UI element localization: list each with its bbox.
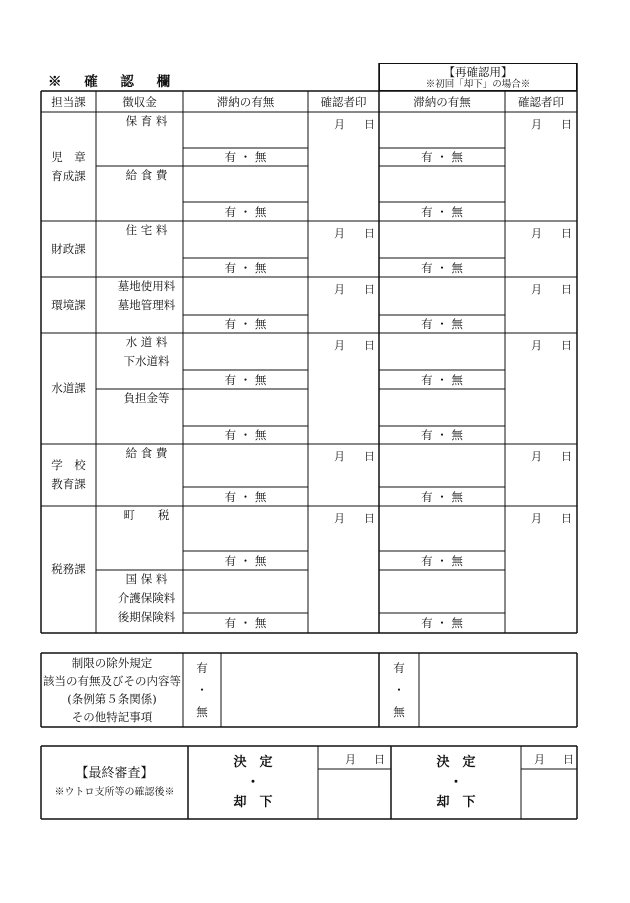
arrears-detail-field[interactable]	[183, 221, 308, 258]
recheck-title: 【再確認用】	[443, 65, 513, 79]
month-label: 月	[531, 512, 542, 525]
column-header-status2: 滞納の有無	[413, 94, 471, 109]
arrears-yes-no[interactable]: 有 ・ 無	[224, 372, 267, 387]
fee-name	[96, 277, 183, 333]
day-label: 日	[364, 512, 375, 525]
final-review-label	[41, 746, 188, 819]
fee-name	[96, 221, 183, 277]
fee-name-line: 給 食 費	[125, 168, 168, 182]
recheck-arrears-detail-field[interactable]	[379, 570, 505, 613]
recheck-arrears-yes-no[interactable]: 有 ・ 無	[421, 204, 463, 219]
department-name-line: 学 校	[51, 458, 86, 472]
reconfirmer-seal-field[interactable]	[505, 462, 577, 506]
department-name	[41, 444, 96, 506]
arrears-yes-no[interactable]: 有 ・ 無	[224, 204, 267, 219]
recheck-arrears-yes-no[interactable]: 有 ・ 無	[421, 372, 463, 387]
fee-name	[96, 570, 183, 633]
final-review-label-line: 【最終審査】	[75, 765, 154, 781]
reconfirmer-seal-field[interactable]	[505, 351, 577, 444]
fee-name-line: 水 道 料	[125, 335, 168, 349]
day-label: 日	[563, 753, 574, 766]
fee-name	[96, 112, 183, 166]
month-label: 月	[531, 227, 542, 240]
department-name-line: 育成課	[51, 168, 86, 183]
column-header-seal1: 確認者印	[320, 94, 367, 109]
month-label: 月	[334, 512, 345, 525]
recheck-exemption-choice-line: 無	[393, 705, 405, 719]
day-label: 日	[364, 227, 375, 240]
department-name	[41, 506, 96, 633]
recheck-arrears-detail-field[interactable]	[379, 444, 505, 487]
exemption-detail-field[interactable]	[221, 653, 379, 727]
fee-name-line: 国 保 料	[125, 572, 168, 586]
fee-name	[96, 506, 183, 570]
fee-name	[96, 389, 183, 444]
month-label: 月	[345, 753, 356, 766]
exemption-choice-line: ・	[196, 683, 208, 697]
final-decision[interactable]	[188, 746, 318, 819]
final-decision-line: 却 下	[233, 794, 273, 810]
department-name-line: 教育課	[51, 477, 86, 491]
day-label: 日	[364, 118, 375, 131]
recheck-arrears-yes-no[interactable]: 有 ・ 無	[421, 428, 463, 442]
arrears-detail-field[interactable]	[183, 333, 308, 370]
recheck-exemption-detail-field[interactable]	[419, 653, 577, 727]
fee-name-line: 町 税	[123, 508, 170, 522]
arrears-detail-field[interactable]	[183, 277, 308, 315]
fee-name-line: 住 宅 料	[125, 223, 168, 237]
arrears-detail-field[interactable]	[183, 570, 308, 613]
month-label: 月	[531, 450, 542, 463]
arrears-detail-field[interactable]	[183, 389, 308, 426]
day-label: 日	[374, 753, 385, 766]
fee-name	[96, 166, 183, 221]
day-label: 日	[561, 118, 572, 131]
recheck-note: ※初回「却下」の場合※	[425, 79, 531, 90]
department-name-line: 水道課	[51, 381, 86, 395]
recheck-arrears-detail-field[interactable]	[379, 389, 505, 426]
month-label: 月	[531, 118, 542, 131]
recheck-arrears-detail-field[interactable]	[379, 221, 505, 258]
reconfirmer-seal-field[interactable]	[505, 295, 577, 333]
month-label: 月	[534, 753, 545, 766]
recheck-arrears-yes-no[interactable]: 有 ・ 無	[421, 150, 463, 164]
department-name-line: 環境課	[51, 297, 86, 312]
reconfirmer-seal-field[interactable]	[505, 524, 577, 633]
recheck-arrears-yes-no[interactable]: 有 ・ 無	[421, 317, 463, 331]
arrears-detail-field[interactable]	[183, 166, 308, 202]
recheck-arrears-yes-no[interactable]: 有 ・ 無	[421, 489, 463, 504]
day-label: 日	[364, 283, 375, 296]
column-header-fee: 徴収金	[122, 94, 157, 109]
arrears-detail-field[interactable]	[183, 506, 308, 551]
exemption-choice-line: 無	[196, 705, 208, 719]
recheck-final-seal-field[interactable]	[521, 769, 577, 819]
department-name	[41, 221, 96, 277]
arrears-yes-no[interactable]: 有 ・ 無	[224, 616, 267, 630]
confirmer-seal-field[interactable]	[308, 462, 379, 506]
exemption-label	[41, 653, 183, 727]
fee-name-line: 後期保険料	[117, 610, 176, 624]
recheck-arrears-yes-no[interactable]: 有 ・ 無	[421, 616, 463, 630]
fee-name	[96, 333, 183, 389]
confirmer-seal-field[interactable]	[308, 524, 379, 633]
recheck-arrears-detail-field[interactable]	[379, 277, 505, 315]
recheck-final-decision-line: ・	[449, 774, 463, 790]
final-decision-line: 決 定	[233, 754, 273, 770]
page-title: ※ 確 認 欄	[48, 74, 180, 90]
recheck-final-decision[interactable]	[391, 746, 521, 819]
department-name-line: 児 章	[51, 149, 86, 164]
fee-name-line: 介護保険料	[117, 591, 176, 605]
day-label: 日	[561, 227, 572, 240]
final-decision-line: ・	[246, 774, 260, 790]
month-label: 月	[334, 118, 345, 131]
confirmer-seal-field[interactable]	[308, 239, 379, 277]
final-review-label-line: ※ウトロ支所等の確認後※	[54, 786, 175, 798]
month-label: 月	[531, 283, 542, 296]
recheck-arrears-yes-no[interactable]: 有 ・ 無	[421, 260, 463, 275]
recheck-exemption-choice[interactable]	[379, 653, 419, 727]
department-name-line: 税務課	[51, 562, 86, 576]
recheck-arrears-detail-field[interactable]	[379, 506, 505, 551]
month-label: 月	[334, 227, 345, 240]
reconfirmer-seal-field[interactable]	[505, 130, 577, 221]
department-name	[41, 112, 96, 221]
confirmer-seal-field[interactable]	[308, 295, 379, 333]
exemption-choice[interactable]	[183, 653, 221, 727]
arrears-yes-no[interactable]: 有 ・ 無	[224, 553, 267, 568]
recheck-arrears-detail-field[interactable]	[379, 166, 505, 202]
fee-name	[96, 444, 183, 506]
recheck-exemption-choice-line: ・	[393, 683, 405, 697]
confirmer-seal-field[interactable]	[308, 351, 379, 444]
arrears-detail-field[interactable]	[183, 444, 308, 487]
column-header-dept: 担当課	[51, 94, 86, 109]
exemption-label-line: その他特記事項	[71, 710, 153, 724]
department-name	[41, 333, 96, 444]
department-name-line: 財政課	[51, 241, 86, 256]
final-seal-field[interactable]	[318, 769, 391, 819]
month-label: 月	[531, 339, 542, 352]
month-label: 月	[334, 339, 345, 352]
fee-name-line: 墓地管理料	[117, 298, 176, 312]
exemption-label-line: 該当の有無及びその内容等	[43, 674, 181, 688]
recheck-final-decision-line: 決 定	[436, 754, 476, 770]
arrears-yes-no[interactable]: 有 ・ 無	[224, 428, 267, 442]
arrears-yes-no[interactable]: 有 ・ 無	[224, 489, 267, 504]
day-label: 日	[561, 512, 572, 525]
recheck-arrears-yes-no[interactable]: 有 ・ 無	[421, 553, 463, 568]
day-label: 日	[364, 339, 375, 352]
recheck-arrears-detail-field[interactable]	[379, 112, 505, 148]
month-label: 月	[334, 283, 345, 296]
arrears-detail-field[interactable]	[183, 112, 308, 148]
recheck-arrears-detail-field[interactable]	[379, 333, 505, 370]
arrears-yes-no[interactable]: 有 ・ 無	[224, 150, 267, 164]
day-label: 日	[561, 339, 572, 352]
fee-name-line: 給 食 費	[125, 446, 168, 460]
reconfirmer-seal-field[interactable]	[505, 239, 577, 277]
column-header-status1: 滞納の有無	[216, 94, 275, 109]
day-label: 日	[364, 450, 375, 463]
confirmer-seal-field[interactable]	[308, 130, 379, 221]
month-label: 月	[334, 450, 345, 463]
fee-name-line: 保 育 料	[125, 114, 168, 128]
recheck-exemption-choice-line: 有	[393, 661, 405, 675]
day-label: 日	[561, 450, 572, 463]
fee-name-line: 負担金等	[123, 391, 170, 405]
exemption-label-line: 制限の除外規定	[71, 656, 153, 670]
column-header-seal2: 確認者印	[518, 94, 564, 109]
recheck-final-decision-line: 却 下	[436, 794, 476, 810]
exemption-label-line: (条例第５条関係)	[67, 692, 157, 706]
exemption-choice-line: 有	[196, 661, 208, 675]
arrears-yes-no[interactable]: 有 ・ 無	[224, 260, 267, 275]
arrears-yes-no[interactable]: 有 ・ 無	[224, 317, 267, 331]
department-name	[41, 277, 96, 333]
fee-name-line: 下水道料	[123, 354, 170, 368]
day-label: 日	[561, 283, 572, 296]
fee-name-line: 墓地使用料	[117, 279, 176, 293]
